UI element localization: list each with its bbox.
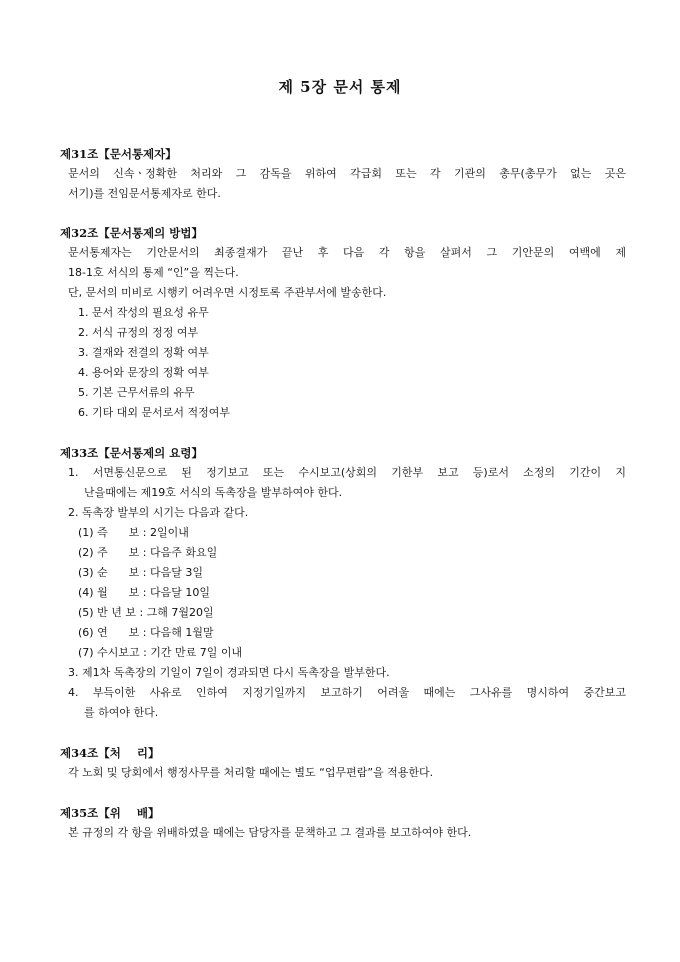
- list-item: 4. 용어와 문장의 정확 여부: [78, 366, 209, 379]
- article-31-line: 서기)를 전임문서통제자로 한다.: [68, 187, 221, 200]
- schedule-item: (7) 수시보고 : 기간 만료 7일 이내: [78, 646, 243, 659]
- article-31: [60, 144, 626, 204]
- article-34-heading: 제34조【처 리】: [60, 746, 160, 760]
- article-33-line: 2. 독촉장 발부의 시기는 다음과 같다.: [68, 506, 249, 519]
- article-33-heading: 제33조【문서통제의 요령】: [60, 446, 203, 460]
- article-33-line: 난을때에는 제19호 서식의 독촉장을 발부하여야 한다.: [84, 486, 343, 499]
- article-35-heading: 제35조【위 배】: [60, 806, 160, 820]
- article-33-line: 4. 부득이한 사유로 인하여 지정기일까지 보고하기 어려울 때에는 그사유를 명시하여 중간보고: [68, 686, 626, 699]
- list-item: 6. 기타 대외 문서로서 적정여부: [78, 406, 230, 419]
- list-item: 1. 문서 작성의 필요성 유무: [78, 306, 209, 319]
- article-35: [60, 803, 626, 843]
- article-31-heading: 제31조【문서통제자】: [60, 147, 177, 161]
- schedule-item: (4) 월 보 : 다음달 10일: [78, 586, 211, 599]
- schedule-item: (2) 주 보 : 다음주 화요일: [78, 546, 218, 559]
- schedule-item: (3) 순 보 : 다음달 3일: [78, 566, 204, 579]
- article-33-line: 를 하여야 한다.: [84, 706, 159, 719]
- article-32-line: 단, 문서의 미비로 시행키 어려우면 시정토록 주관부서에 발송한다.: [68, 286, 387, 299]
- list-item: 5. 기본 근무서류의 유무: [78, 386, 195, 399]
- chapter-title: 제 5장 문서 통제: [278, 78, 402, 96]
- article-35-line: 본 규정의 각 항을 위배하였을 때에는 담당자를 문책하고 그 결과를 보고하여야 한다.: [68, 826, 472, 839]
- article-32-heading: 제32조【문서통제의 방법】: [60, 226, 203, 240]
- article-33-line: 1. 서면통신문으로 된 정기보고 또는 수시보고(상회의 기한부 보고 등)로서 소정의 기간이 지: [68, 466, 626, 479]
- schedule-item: (6) 연 보 : 다음해 1월말: [78, 626, 214, 639]
- list-item: 2. 서식 규정의 정정 여부: [78, 326, 199, 339]
- schedule-item: (5) 반 년 보 : 그해 7월20일: [78, 606, 214, 619]
- article-32: [60, 223, 626, 423]
- article-31-line: 문서의 신속ㆍ정확한 처리와 그 감독을 위하여 각급회 또는 각 기관의 총무(총무가 없는 곳은: [68, 167, 626, 180]
- article-32-line: 18-1호 서식의 통제 “인”을 찍는다.: [68, 266, 239, 279]
- article-34: [60, 743, 626, 783]
- article-33-line: 3. 제1차 독촉장의 기일이 7일이 경과되면 다시 독촉장을 발부한다.: [68, 666, 390, 679]
- article-34-line: 각 노회 및 당회에서 행정사무를 처리할 때에는 별도 “업무편람”을 적용한다.: [68, 766, 434, 779]
- article-33: [60, 443, 626, 723]
- list-item: 3. 결재와 전결의 정확 여부: [78, 346, 209, 359]
- article-32-line: 문서통제자는 기안문서의 최종결재가 끝난 후 다음 각 항을 살펴서 그 기안문의 여백에 제: [68, 246, 626, 259]
- schedule-item: (1) 즉 보 : 2일이내: [78, 526, 189, 539]
